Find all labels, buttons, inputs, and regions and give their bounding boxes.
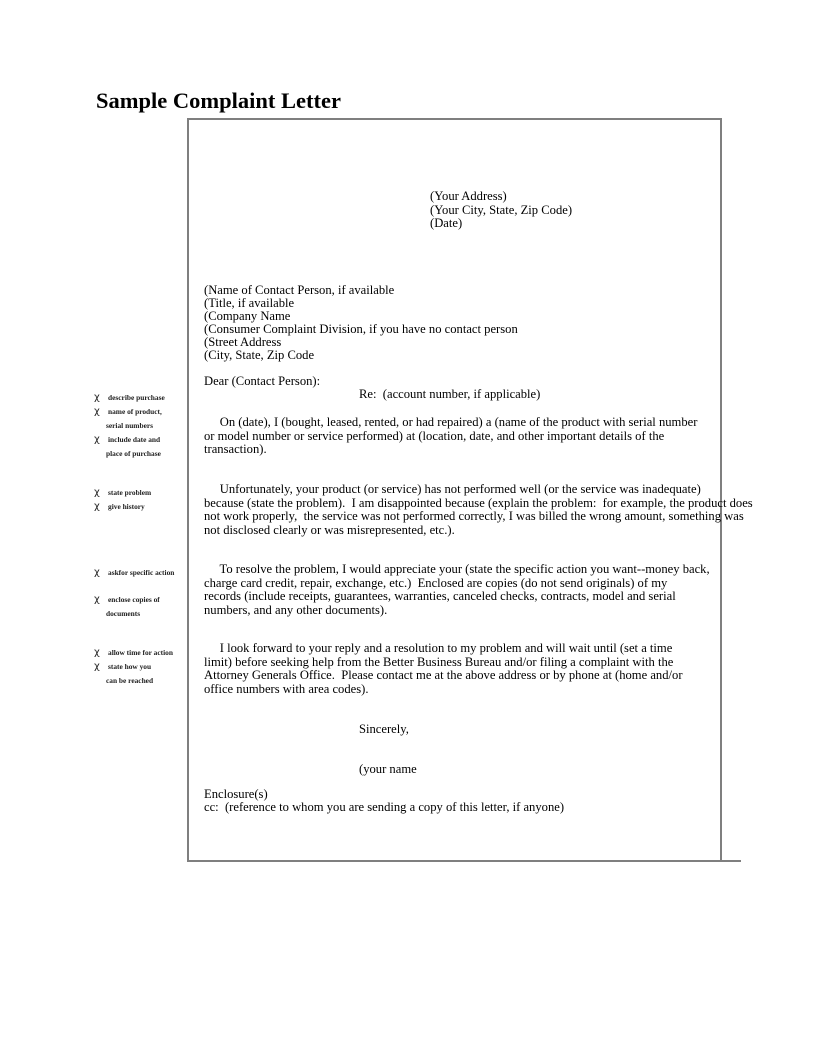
paragraph-line: transaction). <box>204 442 267 457</box>
margin-note: include date and <box>108 435 161 444</box>
recipient-street: (Street Address <box>204 335 282 349</box>
paragraph-line: On (date), I (bought, leased, rented, or had repaired) a (name of the product with serial number <box>204 415 698 429</box>
recipient-division: (Consumer Complaint Division, if you have no contact person <box>204 322 518 336</box>
bullet-icon: χ <box>94 406 100 417</box>
sender-city-state-zip: (Your City, State, Zip Code) <box>430 202 573 217</box>
margin-note: enclose copies of <box>108 595 160 604</box>
margin-note-item <box>94 594 160 606</box>
document-title: Sample Complaint Letter <box>96 88 341 113</box>
margin-note: describe purchase <box>108 393 165 402</box>
enclosure-line: Enclosure(s) <box>204 787 268 801</box>
salutation: Dear (Contact Person): <box>204 374 321 388</box>
recipient-city-state-zip: (City, State, Zip Code <box>204 348 315 362</box>
paragraph-line: not disclosed clearly or was misrepresented, etc.). <box>204 522 455 537</box>
body-paragraph-resolution <box>204 563 710 617</box>
margin-note-continued-row <box>94 608 140 620</box>
margin-note-continued: can be reached <box>106 676 154 685</box>
paragraph-line: numbers, and any other documents). <box>204 602 388 617</box>
paragraph-line: charge card credit, repair, exchange, etc.) Enclosed are copies (do not send originals) of my <box>204 575 668 590</box>
re-line: Re: (account number, if applicable) <box>359 387 541 401</box>
paragraph-line: To resolve the problem, I would appreciate your (state the specific action you want--money back, <box>204 562 710 576</box>
margin-note-item <box>94 661 151 673</box>
paragraph-line: I look forward to your reply and a resolution to my problem and will wait until (set a time <box>204 641 673 655</box>
margin-note: askfor specific action <box>108 568 175 577</box>
cc-line: cc: (reference to whom you are sending a copy of this letter, if anyone) <box>204 800 565 814</box>
margin-note-continued: place of purchase <box>106 449 161 458</box>
margin-note-continued-row <box>94 675 153 687</box>
margin-note: allow time for action <box>108 648 173 657</box>
recipient-title: (Title, if available <box>204 296 295 310</box>
margin-note-item <box>94 647 173 659</box>
paragraph-line: because (state the problem). I am disappointed because (explain the problem: for example, the product does <box>204 495 753 510</box>
bullet-icon: χ <box>94 647 100 658</box>
bullet-icon: χ <box>94 567 100 578</box>
paragraph-line: not work properly, the service was not performed correctly, I was billed the wrong amount, something was <box>204 509 744 524</box>
bullet-icon: χ <box>94 487 100 498</box>
frame-left-border <box>187 118 189 862</box>
paragraph-line: limit) before seeking help from the Better Business Bureau and/or filing a complaint with the <box>204 654 674 669</box>
body-paragraph-purchase <box>204 416 697 457</box>
margin-note-item <box>94 567 174 579</box>
sender-date: (Date) <box>430 216 463 230</box>
margin-note-item <box>94 392 165 404</box>
signature-placeholder: (your name <box>359 762 417 776</box>
paragraph-line: Unfortunately, your product (or service) has not performed well (or the service was inadequate) <box>204 482 701 496</box>
bullet-icon: χ <box>94 501 100 512</box>
frame-top-border <box>187 118 722 120</box>
paragraph-line: or model number or service performed) at (location, date, and other important details of the <box>204 428 665 443</box>
recipient-contact-name: (Name of Contact Person, if available <box>204 283 395 297</box>
margin-note-continued-row <box>94 420 153 432</box>
margin-note: give history <box>108 502 145 511</box>
margin-note: state problem <box>108 488 152 497</box>
bullet-icon: χ <box>94 434 100 445</box>
paragraph-line: office numbers with area codes). <box>204 681 369 696</box>
margin-note-continued-row <box>94 448 161 460</box>
recipient-company: (Company Name <box>204 309 291 323</box>
paragraph-line: Attorney Generals Office. Please contact me at the above address or by phone at (home and/or <box>204 668 683 683</box>
frame-bottom-border <box>187 860 741 862</box>
paragraph-line: records (include receipts, guarantees, warranties, canceled checks, contracts, model and serial <box>204 589 676 604</box>
body-paragraph-follow-up <box>204 642 683 696</box>
sender-address: (Your Address) <box>430 189 507 203</box>
margin-note-item <box>94 434 160 446</box>
margin-note: name of product, <box>108 407 162 416</box>
bullet-icon: χ <box>94 392 100 403</box>
body-paragraph-problem <box>204 483 753 537</box>
margin-note-continued: serial numbers <box>106 421 154 430</box>
margin-note: state how you <box>108 662 152 671</box>
bullet-icon: χ <box>94 594 100 605</box>
closing: Sincerely, <box>359 722 409 736</box>
margin-note-item <box>94 406 162 418</box>
margin-note-continued: documents <box>106 609 141 618</box>
bullet-icon: χ <box>94 661 100 672</box>
margin-note-item <box>94 487 151 499</box>
margin-note-item <box>94 501 145 513</box>
